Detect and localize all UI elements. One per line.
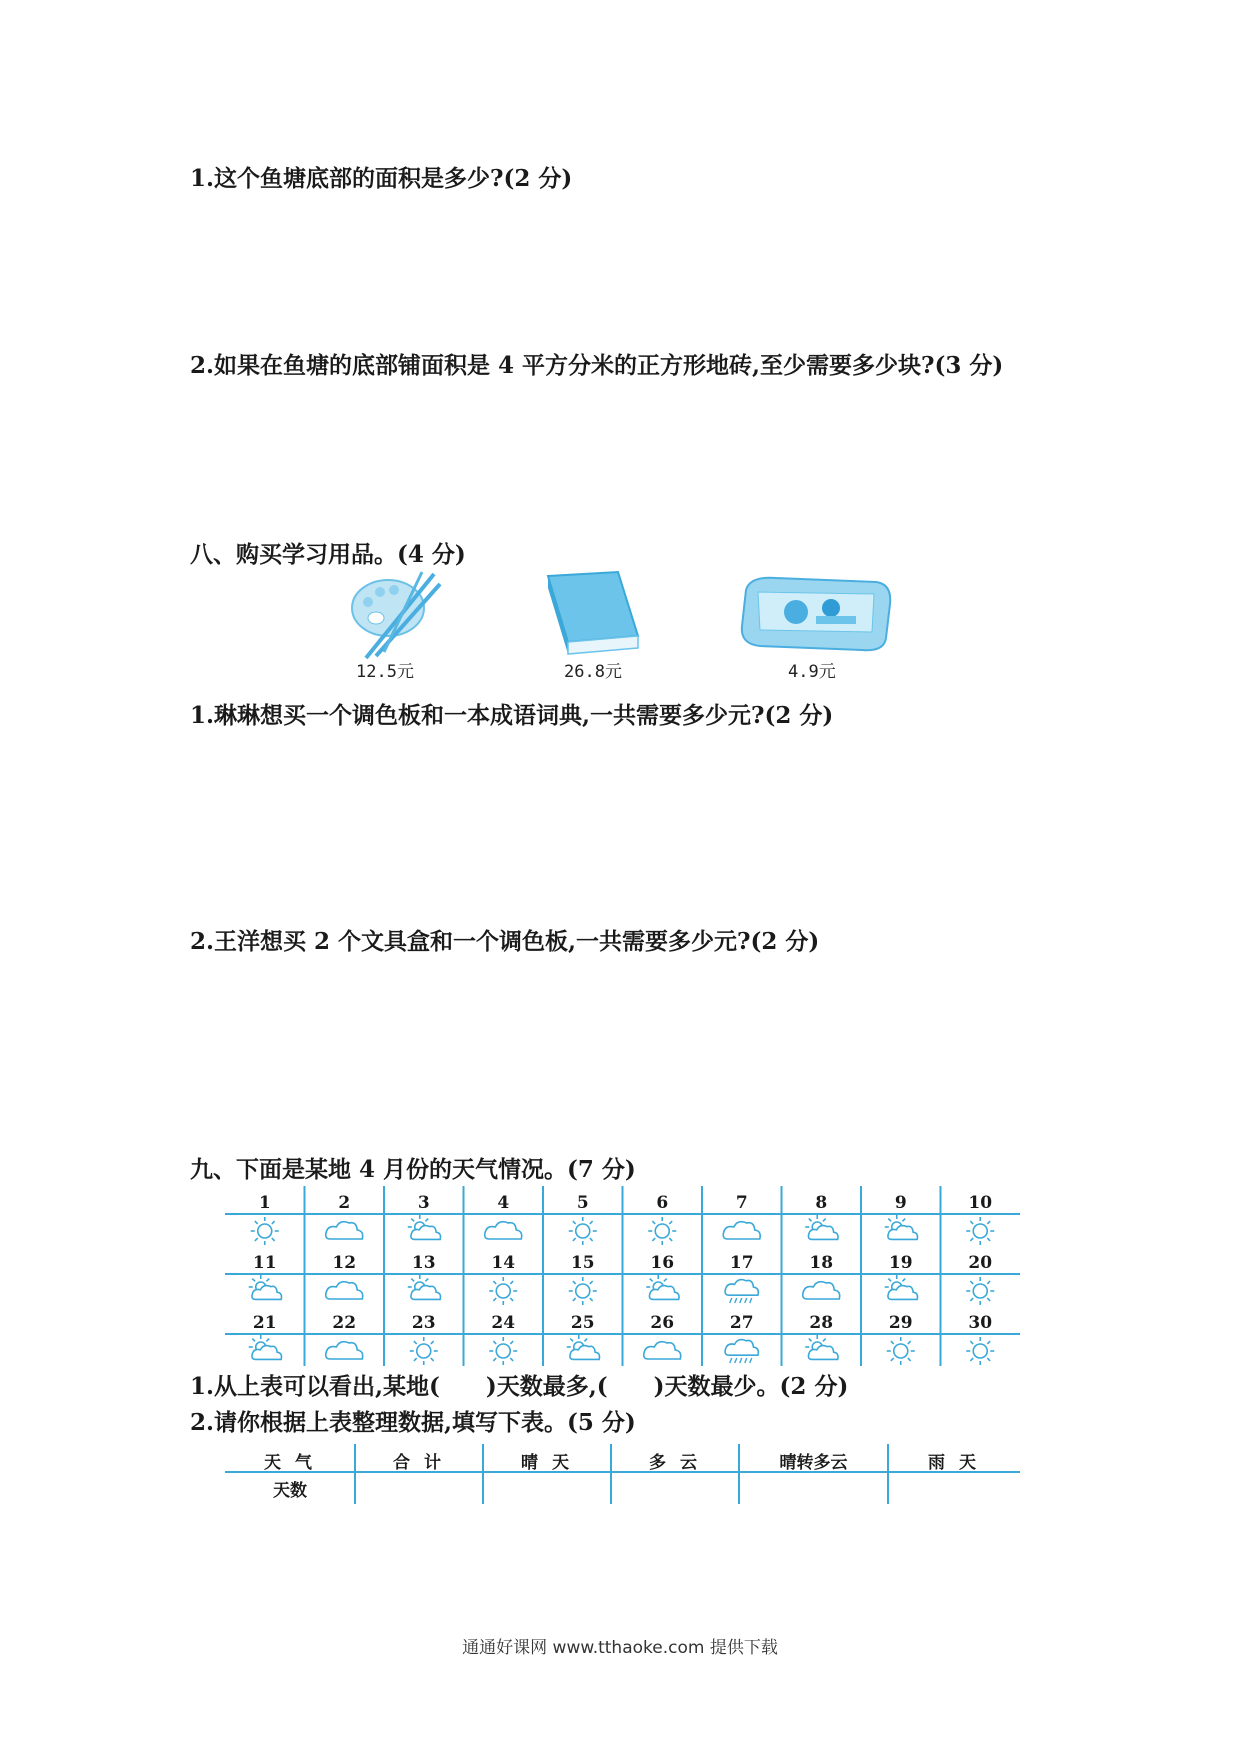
- pencil-case-icon: [736, 572, 896, 654]
- partly-cloudy-icon: [408, 1275, 441, 1299]
- day-number: 24: [491, 1313, 516, 1333]
- cloudy-icon: [326, 1222, 363, 1239]
- cloudy-icon: [326, 1282, 363, 1299]
- day-number: 25: [570, 1313, 595, 1333]
- summary-header-weather: 天 气: [264, 1453, 316, 1473]
- day-number: 21: [252, 1313, 277, 1333]
- question-8-1: 1.琳琳想买一个调色板和一本成语词典,一共需要多少元?(2 分): [190, 702, 834, 729]
- day-number: 17: [729, 1253, 754, 1273]
- day-number: 19: [888, 1253, 913, 1273]
- day-number: 8: [815, 1193, 828, 1213]
- summary-header-total: 合 计: [393, 1453, 445, 1473]
- summary-cell-partly[interactable]: [740, 1473, 888, 1503]
- sunny-icon: [569, 1277, 597, 1305]
- day-number: 23: [411, 1313, 436, 1333]
- partly-cloudy-icon: [885, 1275, 918, 1299]
- section-9-heading: 九、下面是某地 4 月份的天气情况。(7 分): [190, 1156, 636, 1183]
- section-8-heading: 八、购买学习用品。(4 分): [190, 541, 466, 568]
- day-number: 18: [809, 1253, 834, 1273]
- cloudy-icon: [326, 1342, 363, 1359]
- palette-icon: [346, 566, 446, 662]
- sunny-icon: [251, 1217, 279, 1245]
- summary-cell-cloudy[interactable]: [612, 1473, 739, 1503]
- day-number: 14: [491, 1253, 516, 1273]
- footer-text: 通通好课网 www.tthaoke.com 提供下载: [462, 1638, 778, 1658]
- weather-table: [225, 1186, 1020, 1366]
- question-8-2: 2.王洋想买 2 个文具盒和一个调色板,一共需要多少元?(2 分): [190, 928, 820, 955]
- day-number: 2: [338, 1193, 351, 1213]
- partly-cloudy-icon: [567, 1335, 600, 1359]
- day-number: 29: [888, 1313, 913, 1333]
- sunny-icon: [410, 1337, 438, 1365]
- day-number: 4: [497, 1193, 510, 1213]
- summary-cell-rain[interactable]: [889, 1473, 1020, 1503]
- day-number: 9: [894, 1193, 907, 1213]
- summary-row-label: 天数: [273, 1481, 307, 1501]
- day-number: 30: [968, 1313, 993, 1333]
- day-number: 10: [968, 1193, 993, 1213]
- day-number: 1: [258, 1193, 271, 1213]
- cloudy-icon: [644, 1342, 681, 1359]
- rain-icon: [725, 1280, 758, 1303]
- summary-header-partly: 晴转多云: [779, 1453, 848, 1473]
- day-number: 5: [576, 1193, 589, 1213]
- sunny-icon: [966, 1217, 994, 1245]
- book-price: 26.8元: [564, 662, 622, 682]
- palette-price: 12.5元: [356, 662, 414, 682]
- sunny-icon: [489, 1277, 517, 1305]
- day-number: 15: [570, 1253, 595, 1273]
- sunny-icon: [966, 1337, 994, 1365]
- sunny-icon: [966, 1277, 994, 1305]
- summary-cell-total[interactable]: [356, 1473, 483, 1503]
- partly-cloudy-icon: [805, 1335, 838, 1359]
- day-number: 11: [252, 1253, 277, 1273]
- partly-cloudy-icon: [646, 1275, 679, 1299]
- day-number: 27: [729, 1313, 754, 1333]
- partly-cloudy-icon: [249, 1275, 282, 1299]
- day-number: 20: [968, 1253, 993, 1273]
- day-number: 22: [332, 1313, 357, 1333]
- day-number: 28: [809, 1313, 834, 1333]
- cloudy-icon: [485, 1222, 522, 1239]
- partly-cloudy-icon: [885, 1215, 918, 1239]
- partly-cloudy-icon: [805, 1215, 838, 1239]
- summary-cell-sunny[interactable]: [484, 1473, 611, 1503]
- sunny-icon: [887, 1337, 915, 1365]
- summary-header-cloudy: 多 云: [649, 1453, 701, 1473]
- day-number: 7: [735, 1193, 748, 1213]
- partly-cloudy-icon: [249, 1335, 282, 1359]
- question-9-1: 1.从上表可以看出,某地( )天数最多,( )天数最少。(2 分): [190, 1373, 849, 1400]
- summary-table: [225, 1444, 1020, 1504]
- day-number: 16: [650, 1253, 675, 1273]
- day-number: 26: [650, 1313, 675, 1333]
- question-7-2: 2.如果在鱼塘的底部铺面积是 4 平方分米的正方形地砖,至少需要多少块?(3 分): [190, 352, 1004, 379]
- question-7-1: 1.这个鱼塘底部的面积是多少?(2 分): [190, 165, 573, 192]
- cloudy-icon: [803, 1282, 840, 1299]
- summary-header-sunny: 晴 天: [521, 1453, 573, 1473]
- sunny-icon: [569, 1217, 597, 1245]
- sunny-icon: [648, 1217, 676, 1245]
- day-number: 13: [411, 1253, 436, 1273]
- book-icon: [542, 570, 642, 658]
- partly-cloudy-icon: [408, 1215, 441, 1239]
- cloudy-icon: [723, 1222, 760, 1239]
- pencil-case-price: 4.9元: [788, 662, 836, 682]
- day-number: 6: [656, 1193, 669, 1213]
- rain-icon: [725, 1340, 758, 1363]
- day-number: 3: [417, 1193, 430, 1213]
- summary-header-rain: 雨 天: [928, 1453, 980, 1473]
- question-9-2: 2.请你根据上表整理数据,填写下表。(5 分): [190, 1409, 636, 1436]
- sunny-icon: [489, 1337, 517, 1365]
- day-number: 12: [332, 1253, 357, 1273]
